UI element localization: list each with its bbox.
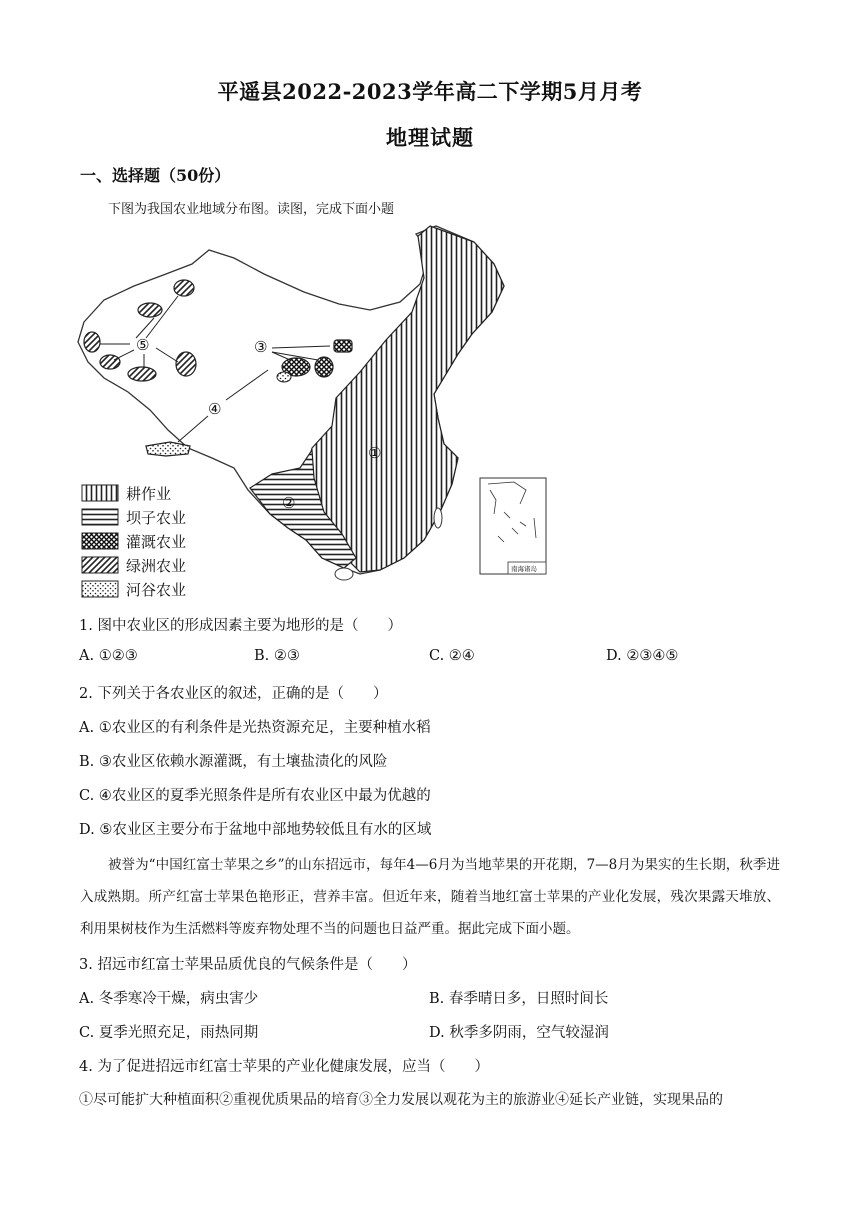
region-5-oasis-e xyxy=(128,367,156,381)
legend-label-river-valley: 河谷农业 xyxy=(126,581,187,599)
question-3-option-a[interactable]: A. 冬季寒冷干燥，病虫害少 xyxy=(79,991,259,1007)
question-1-option-a[interactable]: A. ①②③ xyxy=(79,648,138,664)
question-1-option-d[interactable]: D. ②③④⑤ xyxy=(606,648,679,664)
region-label-4: ④ xyxy=(208,400,222,418)
legend-label-irrigation: 灌溉农业 xyxy=(126,533,187,551)
region-5-oasis-c xyxy=(84,332,100,352)
china-agriculture-map xyxy=(74,222,554,607)
question-1-option-c[interactable]: C. ②④ xyxy=(429,648,475,664)
question-2-option-b[interactable]: B. ③农业区依赖水源灌溉，有土壤盐渍化的风险 xyxy=(79,754,388,770)
region-4-river-valley xyxy=(146,442,190,456)
taiwan-island xyxy=(434,508,442,528)
legend-swatch-irrigation xyxy=(82,533,118,549)
exam-subtitle: 地理试题 xyxy=(386,125,474,150)
region-label-2: ② xyxy=(282,494,296,512)
section-heading: 一、选择题（50份） xyxy=(80,166,231,185)
legend-label-bazi: 坝子农业 xyxy=(126,509,187,527)
question-3-option-b[interactable]: B. 春季晴日多，日照时间长 xyxy=(429,991,609,1007)
map-intro-text: 下图为我国农业地域分布图。读图，完成下面小题 xyxy=(108,202,395,217)
question-2-option-c[interactable]: C. ④农业区的夏季光照条件是所有农业区中最为优越的 xyxy=(79,788,431,804)
question-3-stem: 3. 招远市红富士苹果品质优良的气候条件是（ ） xyxy=(79,957,417,973)
question-2-stem: 2. 下列关于各农业区的叙述，正确的是（ ） xyxy=(79,686,388,702)
question-3-option-d[interactable]: D. 秋季多阴雨，空气较湿润 xyxy=(429,1025,609,1041)
question-3-option-c[interactable]: C. 夏季光照充足，雨热同期 xyxy=(79,1025,259,1041)
legend-swatch-oasis xyxy=(82,557,118,573)
region-5-oasis-b xyxy=(138,303,162,317)
region-label-5: ⑤ xyxy=(136,336,150,354)
hainan-island xyxy=(335,568,353,580)
map-legend xyxy=(82,485,186,599)
south-china-sea-inset xyxy=(480,478,546,574)
question-1-stem: 1. 图中农业区的形成因素主要为地形的是（ ） xyxy=(79,618,402,634)
question-4-statements: ①尽可能扩大种植面积②重视优质果品的培育③全力发展以观花为主的旅游业④延长产业链，实现果品的 xyxy=(79,1092,723,1108)
region-5-oasis-d xyxy=(100,355,120,369)
reading-passage: 被誉为“中国红富士苹果之乡”的山东招远市，每年4—6月为当地苹果的开花期，7—8月为果实的生长期，秋季进入成熟期。所产红富士苹果色艳形正，营养丰富。但近年来，随着当地红富士苹果的产业化发展，残次果露天堆放、利用果树枝作为生活燃料等废弃物处理不当的问题也日益严重。据此完成下面小题。 xyxy=(80,857,780,937)
question-2-option-d[interactable]: D. ⑤农业区主要分布于盆地中部地势较低且有水的区域 xyxy=(79,822,432,838)
question-1-option-b[interactable]: B. ②③ xyxy=(254,648,300,664)
region-3-irrigation-c xyxy=(334,340,352,352)
region-3-irrigation-d xyxy=(277,372,291,382)
legend-label-oasis: 绿洲农业 xyxy=(126,557,187,575)
region-5-oasis-f xyxy=(176,352,196,376)
region-label-3: ③ xyxy=(254,338,268,356)
legend-swatch-cropland xyxy=(82,485,118,501)
exam-title: 平遥县2022-2023学年高二下学期5月月考 xyxy=(217,79,643,104)
region-5-oasis-a xyxy=(174,280,194,296)
question-4-stem: 4. 为了促进招远市红富士苹果的产业化健康发展，应当（ ） xyxy=(79,1059,489,1075)
legend-swatch-bazi xyxy=(82,509,118,525)
region-label-1: ① xyxy=(368,444,382,462)
question-2-option-a[interactable]: A. ①农业区的有利条件是光热资源充足，主要种植水稻 xyxy=(79,720,431,736)
legend-swatch-river-valley xyxy=(82,581,118,597)
legend-label-cropland: 耕作业 xyxy=(126,485,172,503)
inset-label: 南海诸岛 xyxy=(511,565,537,573)
